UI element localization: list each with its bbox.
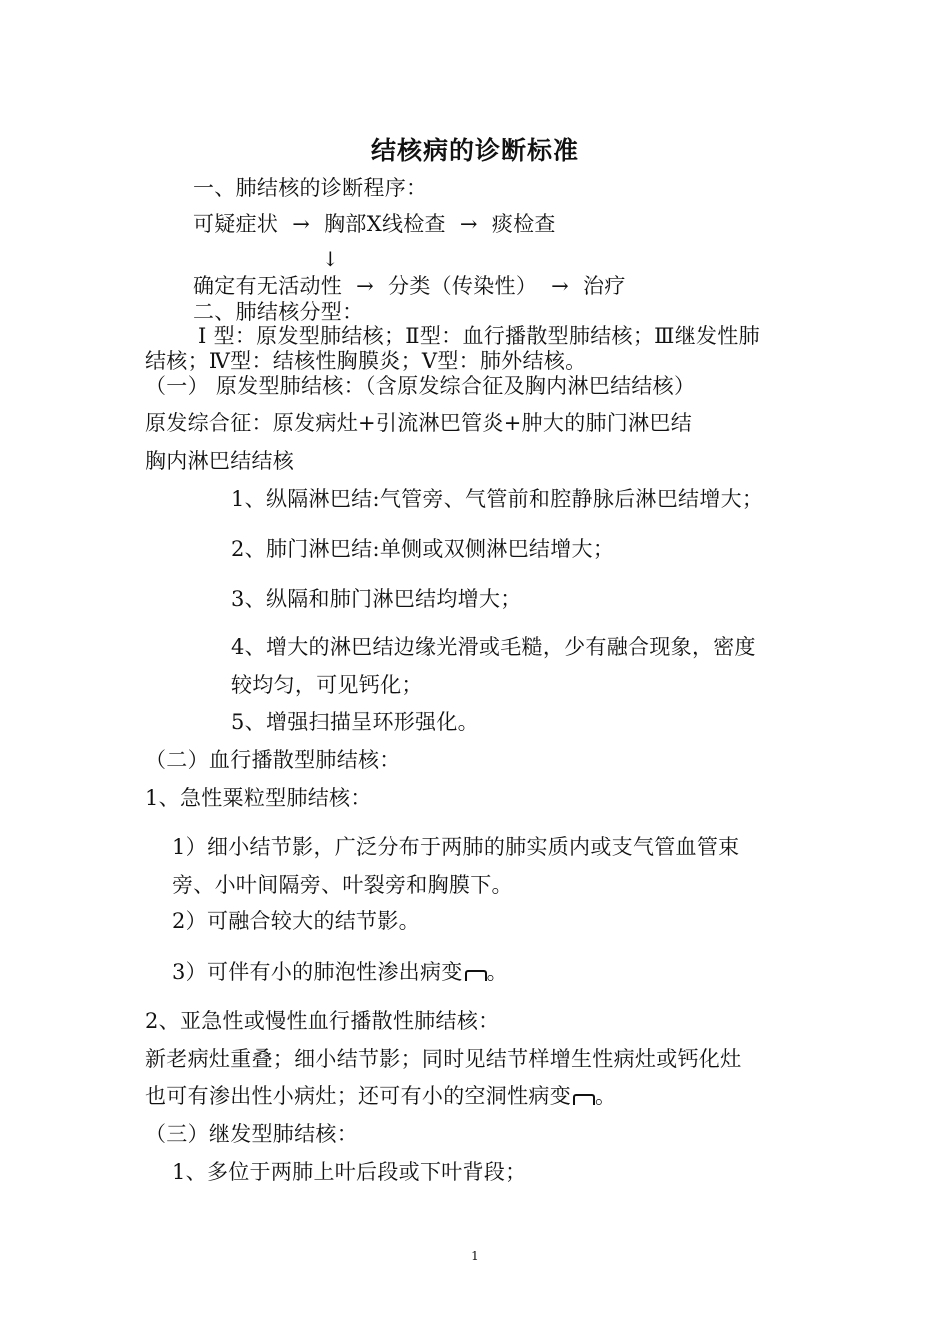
list-item: 2、肺门淋巴结:单侧或双侧淋巴结增大； — [231, 537, 615, 561]
subacute-line-2: 也可有渗出性小病灶；还可有小的空洞性病变 。 — [145, 1084, 617, 1108]
right-arrow-icon: → — [356, 274, 375, 298]
list-item-continuation: 较均匀，可见钙化； — [231, 673, 423, 697]
right-arrow-icon: → — [551, 274, 570, 298]
list-item: 1）细小结节影，广泛分布于两肺的肺实质内或支气管血管束 — [172, 835, 740, 859]
subsection-1-heading: （一） 原发型肺结核：（含原发综合征及胸内淋巴结结核） — [145, 374, 696, 398]
correction-mark-icon — [573, 1094, 595, 1105]
types-line-2: 结核；Ⅳ型：结核性胸膜炎；Ⅴ型：肺外结核。 — [145, 349, 587, 373]
flow-step-treatment: 治疗 — [583, 274, 626, 298]
list-item-continuation: 旁、小叶间隔旁、叶裂旁和胸膜下。 — [172, 873, 513, 897]
flow-step-activity: 确定有无活动性 — [193, 274, 343, 298]
list-item: 4、增大的淋巴结边缘光滑或毛糙，少有融合现象，密度 — [231, 635, 756, 659]
primary-complex-definition: 原发综合征：原发病灶+引流淋巴管炎+肿大的肺门淋巴结 — [145, 411, 692, 435]
page-number: 1 — [471, 1249, 479, 1263]
subsection-2-heading: （二）血行播散型肺结核： — [145, 748, 401, 772]
flow-step-symptoms: 可疑症状 — [193, 212, 279, 236]
list-item: 1、纵隔淋巴结:气管旁、气管前和腔静脉后淋巴结增大； — [231, 487, 764, 511]
list-item: 2）可融合较大的结节影。 — [172, 909, 420, 933]
intrathoracic-heading: 胸内淋巴结结核 — [145, 449, 295, 473]
types-line-1: Ⅰ 型：原发型肺结核；Ⅱ型：血行播散型肺结核；Ⅲ继发性肺 — [198, 324, 760, 348]
down-arrow-icon: ↓ — [322, 247, 339, 271]
section-2-heading: 二、肺结核分型： — [193, 300, 364, 324]
list-item: 5、增强扫描呈环形强化。 — [231, 710, 479, 734]
correction-mark-icon — [465, 970, 487, 981]
right-arrow-icon: → — [459, 212, 478, 236]
subacute-heading: 2、亚急性或慢性血行播散性肺结核： — [145, 1009, 500, 1033]
acute-miliary-heading: 1、急性粟粒型肺结核： — [145, 786, 372, 810]
list-item: 3、纵隔和肺门淋巴结均增大； — [231, 587, 522, 611]
flow-step-sputum: 痰检查 — [491, 212, 556, 236]
section-1-heading: 一、肺结核的诊断程序： — [193, 176, 428, 200]
flow-step-classification: 分类（传染性） — [388, 274, 538, 298]
document-title: 结核病的诊断标准 — [370, 136, 579, 165]
subacute-line-1: 新老病灶重叠；细小结节影；同时见结节样增生性病灶或钙化灶 — [145, 1047, 742, 1071]
list-item: 3）可伴有小的肺泡性渗出病变 。 — [172, 960, 508, 984]
flow-row-1 — [193, 211, 556, 237]
flow-step-xray: 胸部X线检查 — [324, 212, 446, 236]
subsection-3-heading: （三）继发型肺结核： — [145, 1122, 358, 1146]
list-item: 1、多位于两肺上叶后段或下叶背段； — [172, 1160, 527, 1184]
flow-row-2 — [193, 273, 626, 299]
right-arrow-icon: → — [292, 212, 311, 236]
